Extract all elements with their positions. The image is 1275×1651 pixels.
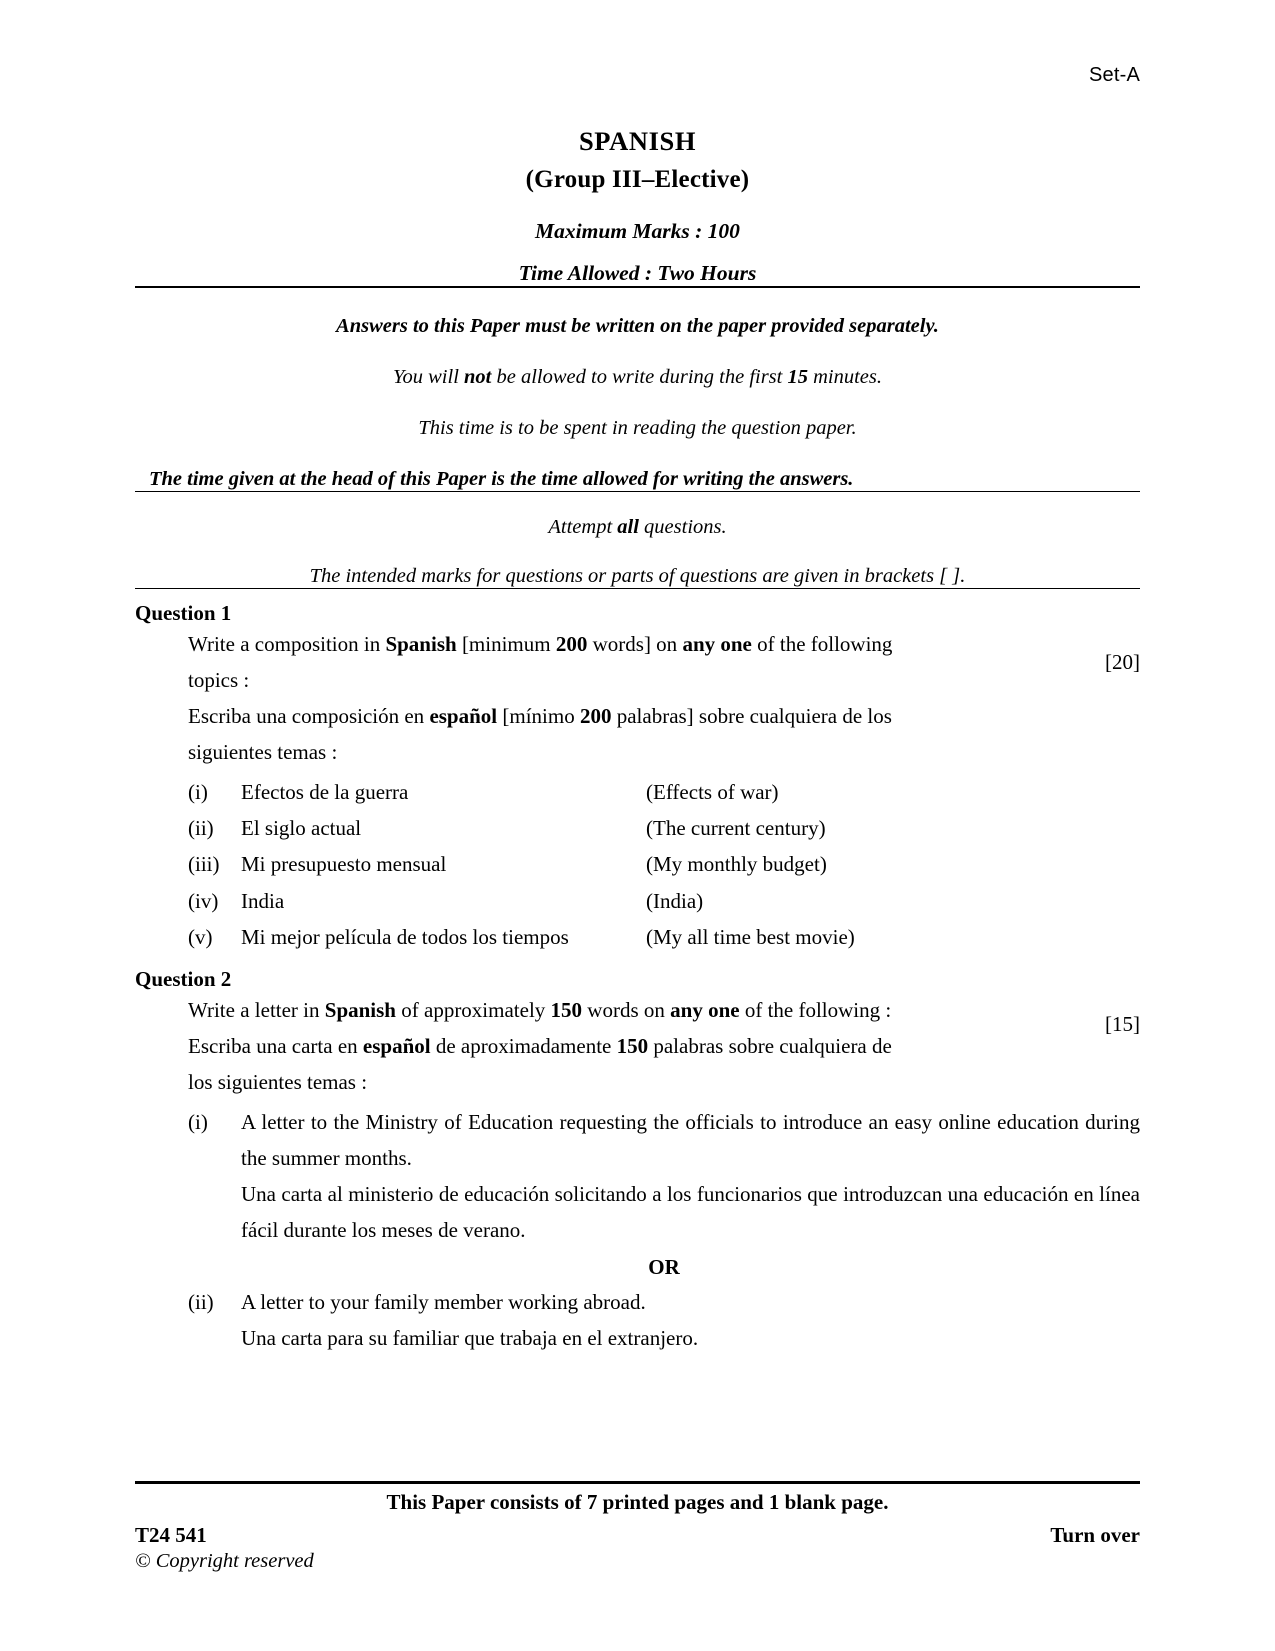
question-1-body bbox=[188, 626, 1140, 770]
footer-turn-over: Turn over bbox=[1050, 1523, 1140, 1547]
list-item bbox=[188, 774, 1140, 810]
question-1-heading: Question 1 bbox=[135, 600, 232, 625]
q2-en-bold-150: 150 bbox=[550, 997, 583, 1022]
question-1-spanish-line2: siguientes temas : bbox=[188, 740, 338, 765]
question-1-english-line2: topics : bbox=[188, 667, 250, 692]
q2-en-mid1: of approximately bbox=[396, 997, 551, 1022]
q2-es-mid1: de aproximadamente bbox=[430, 1033, 617, 1058]
topic-english: (Effects of war) bbox=[646, 780, 779, 805]
q2-es-bold-150: 150 bbox=[616, 1033, 649, 1058]
topic-english: (India) bbox=[646, 888, 704, 913]
title-block bbox=[135, 0, 1140, 286]
q2-en-bold-anyone: any one bbox=[670, 997, 740, 1022]
divider-bottom bbox=[135, 588, 1140, 589]
question-1-english-line1 bbox=[188, 626, 1140, 662]
topic-number: (iv) bbox=[188, 888, 219, 913]
instruction-answers-separate: Answers to this Paper must be written on the paper provided separately. bbox=[336, 314, 939, 337]
list-item bbox=[188, 810, 1140, 846]
question-2-item-i bbox=[188, 1104, 1140, 1248]
question-1-topic-list bbox=[188, 774, 1140, 955]
divider-top bbox=[135, 286, 1140, 288]
q2-es-bold-espanol: español bbox=[362, 1033, 431, 1058]
page-footer bbox=[135, 1481, 1140, 1573]
instruction-2-bold-not: not bbox=[464, 365, 492, 388]
q2-en-mid2: words on bbox=[582, 997, 671, 1022]
q1-es-mid1: [mínimo bbox=[497, 703, 580, 728]
question-2-marks: [15] bbox=[1105, 1012, 1140, 1036]
q1-es-bold-espanol: español bbox=[429, 703, 498, 728]
question-2-item-ii bbox=[188, 1284, 1140, 1356]
q1-es-pre: Escriba una composición en bbox=[188, 703, 430, 728]
instruction-2-post: minutes. bbox=[807, 365, 883, 388]
time-allowed: Time Allowed : Two Hours bbox=[518, 260, 757, 285]
instruction-2-pre: You will bbox=[392, 365, 465, 388]
instruction-reading-time: This time is to be spent in reading the question paper. bbox=[418, 416, 857, 439]
q1-en-mid2: words] on bbox=[587, 631, 683, 656]
question-2-body bbox=[188, 992, 1140, 1356]
sub-item-english: A letter to the Ministry of Education requesting the officials to introduce an easy online education during the summer months. bbox=[241, 1110, 1140, 1171]
topic-spanish: El siglo actual bbox=[241, 816, 362, 841]
question-2-spanish-line1 bbox=[188, 1028, 1140, 1064]
or-divider: OR bbox=[648, 1254, 680, 1279]
footer-paper-code: T24 541 bbox=[135, 1523, 207, 1547]
topic-english: (The current century) bbox=[646, 816, 826, 841]
instruction-attempt-all bbox=[135, 516, 1140, 539]
list-item bbox=[188, 919, 1140, 955]
page-title: SPANISH bbox=[578, 126, 697, 156]
footer-page-note: This Paper consists of 7 printed pages and 1 blank page. bbox=[386, 1490, 889, 1514]
sub-item-spanish: Una carta al ministerio de educación solicitando a los funcionarios que introduzcan una educación en línea fácil durante los meses de verano. bbox=[241, 1182, 1140, 1243]
topic-english: (My monthly budget) bbox=[646, 852, 827, 877]
divider-footer bbox=[135, 1481, 1140, 1484]
topic-spanish: Efectos de la guerra bbox=[241, 780, 409, 805]
question-1-marks: [20] bbox=[1105, 650, 1140, 674]
sub-item-number: (ii) bbox=[188, 1289, 214, 1314]
list-item bbox=[188, 883, 1140, 919]
instruction-marks-brackets: The intended marks for questions or parts of questions are given in brackets [ ]. bbox=[309, 564, 966, 587]
topic-number: (iii) bbox=[188, 852, 220, 877]
attempt-post: questions. bbox=[638, 515, 727, 538]
q1-es-bold-200: 200 bbox=[579, 703, 612, 728]
topic-number: (ii) bbox=[188, 816, 214, 841]
q1-en-bold-spanish: Spanish bbox=[385, 631, 457, 656]
q2-en-pre: Write a letter in bbox=[188, 997, 325, 1022]
q1-en-bold-anyone: any one bbox=[682, 631, 752, 656]
q2-es-mid2: palabras sobre cualquiera de bbox=[648, 1033, 892, 1058]
maximum-marks: Maximum Marks : 100 bbox=[535, 218, 740, 243]
sub-item-number: (i) bbox=[188, 1110, 208, 1135]
topic-english: (My all time best movie) bbox=[646, 924, 855, 949]
question-2-heading: Question 2 bbox=[135, 966, 232, 991]
question-2-spanish-line2: los siguientes temas : bbox=[188, 1069, 368, 1094]
topic-spanish: India bbox=[241, 888, 285, 913]
footer-copyright: © Copyright reserved bbox=[135, 1550, 314, 1572]
q2-en-bold-spanish: Spanish bbox=[324, 997, 396, 1022]
topic-number: (v) bbox=[188, 924, 213, 949]
paper-group-subtitle: (Group III–Elective) bbox=[525, 166, 750, 194]
instruction-2-mid: be allowed to write during the first bbox=[491, 365, 788, 388]
q2-en-post: of the following : bbox=[739, 997, 892, 1022]
sub-item-english: A letter to your family member working abroad. bbox=[241, 1289, 646, 1314]
q1-en-pre: Write a composition in bbox=[188, 631, 386, 656]
instruction-no-writing bbox=[135, 366, 1140, 389]
topic-spanish: Mi presupuesto mensual bbox=[241, 852, 447, 877]
q1-en-post: of the following bbox=[751, 631, 893, 656]
set-label: Set-A bbox=[1088, 64, 1140, 86]
question-1-spanish-line1 bbox=[188, 698, 1140, 734]
question-2-english-line1 bbox=[188, 992, 1140, 1028]
instruction-2-bold-15: 15 bbox=[787, 365, 808, 388]
topic-spanish: Mi mejor película de todos los tiempos bbox=[241, 924, 569, 949]
q1-es-mid2: palabras] sobre cualquiera de los bbox=[611, 703, 892, 728]
list-item bbox=[188, 846, 1140, 882]
topic-number: (i) bbox=[188, 780, 208, 805]
divider-middle bbox=[135, 491, 1140, 492]
q1-en-mid1: [minimum bbox=[456, 631, 556, 656]
instruction-writing-time: The time given at the head of this Paper is the time allowed for writing the answers. bbox=[149, 467, 854, 490]
sub-item-spanish: Una carta para su familiar que trabaja en el extranjero. bbox=[241, 1325, 699, 1350]
attempt-block bbox=[135, 516, 1140, 588]
attempt-bold-all: all bbox=[617, 515, 639, 538]
q1-en-bold-200: 200 bbox=[555, 631, 588, 656]
q2-es-pre: Escriba una carta en bbox=[188, 1033, 363, 1058]
instructions-block bbox=[135, 315, 1140, 491]
attempt-pre: Attempt bbox=[548, 515, 618, 538]
